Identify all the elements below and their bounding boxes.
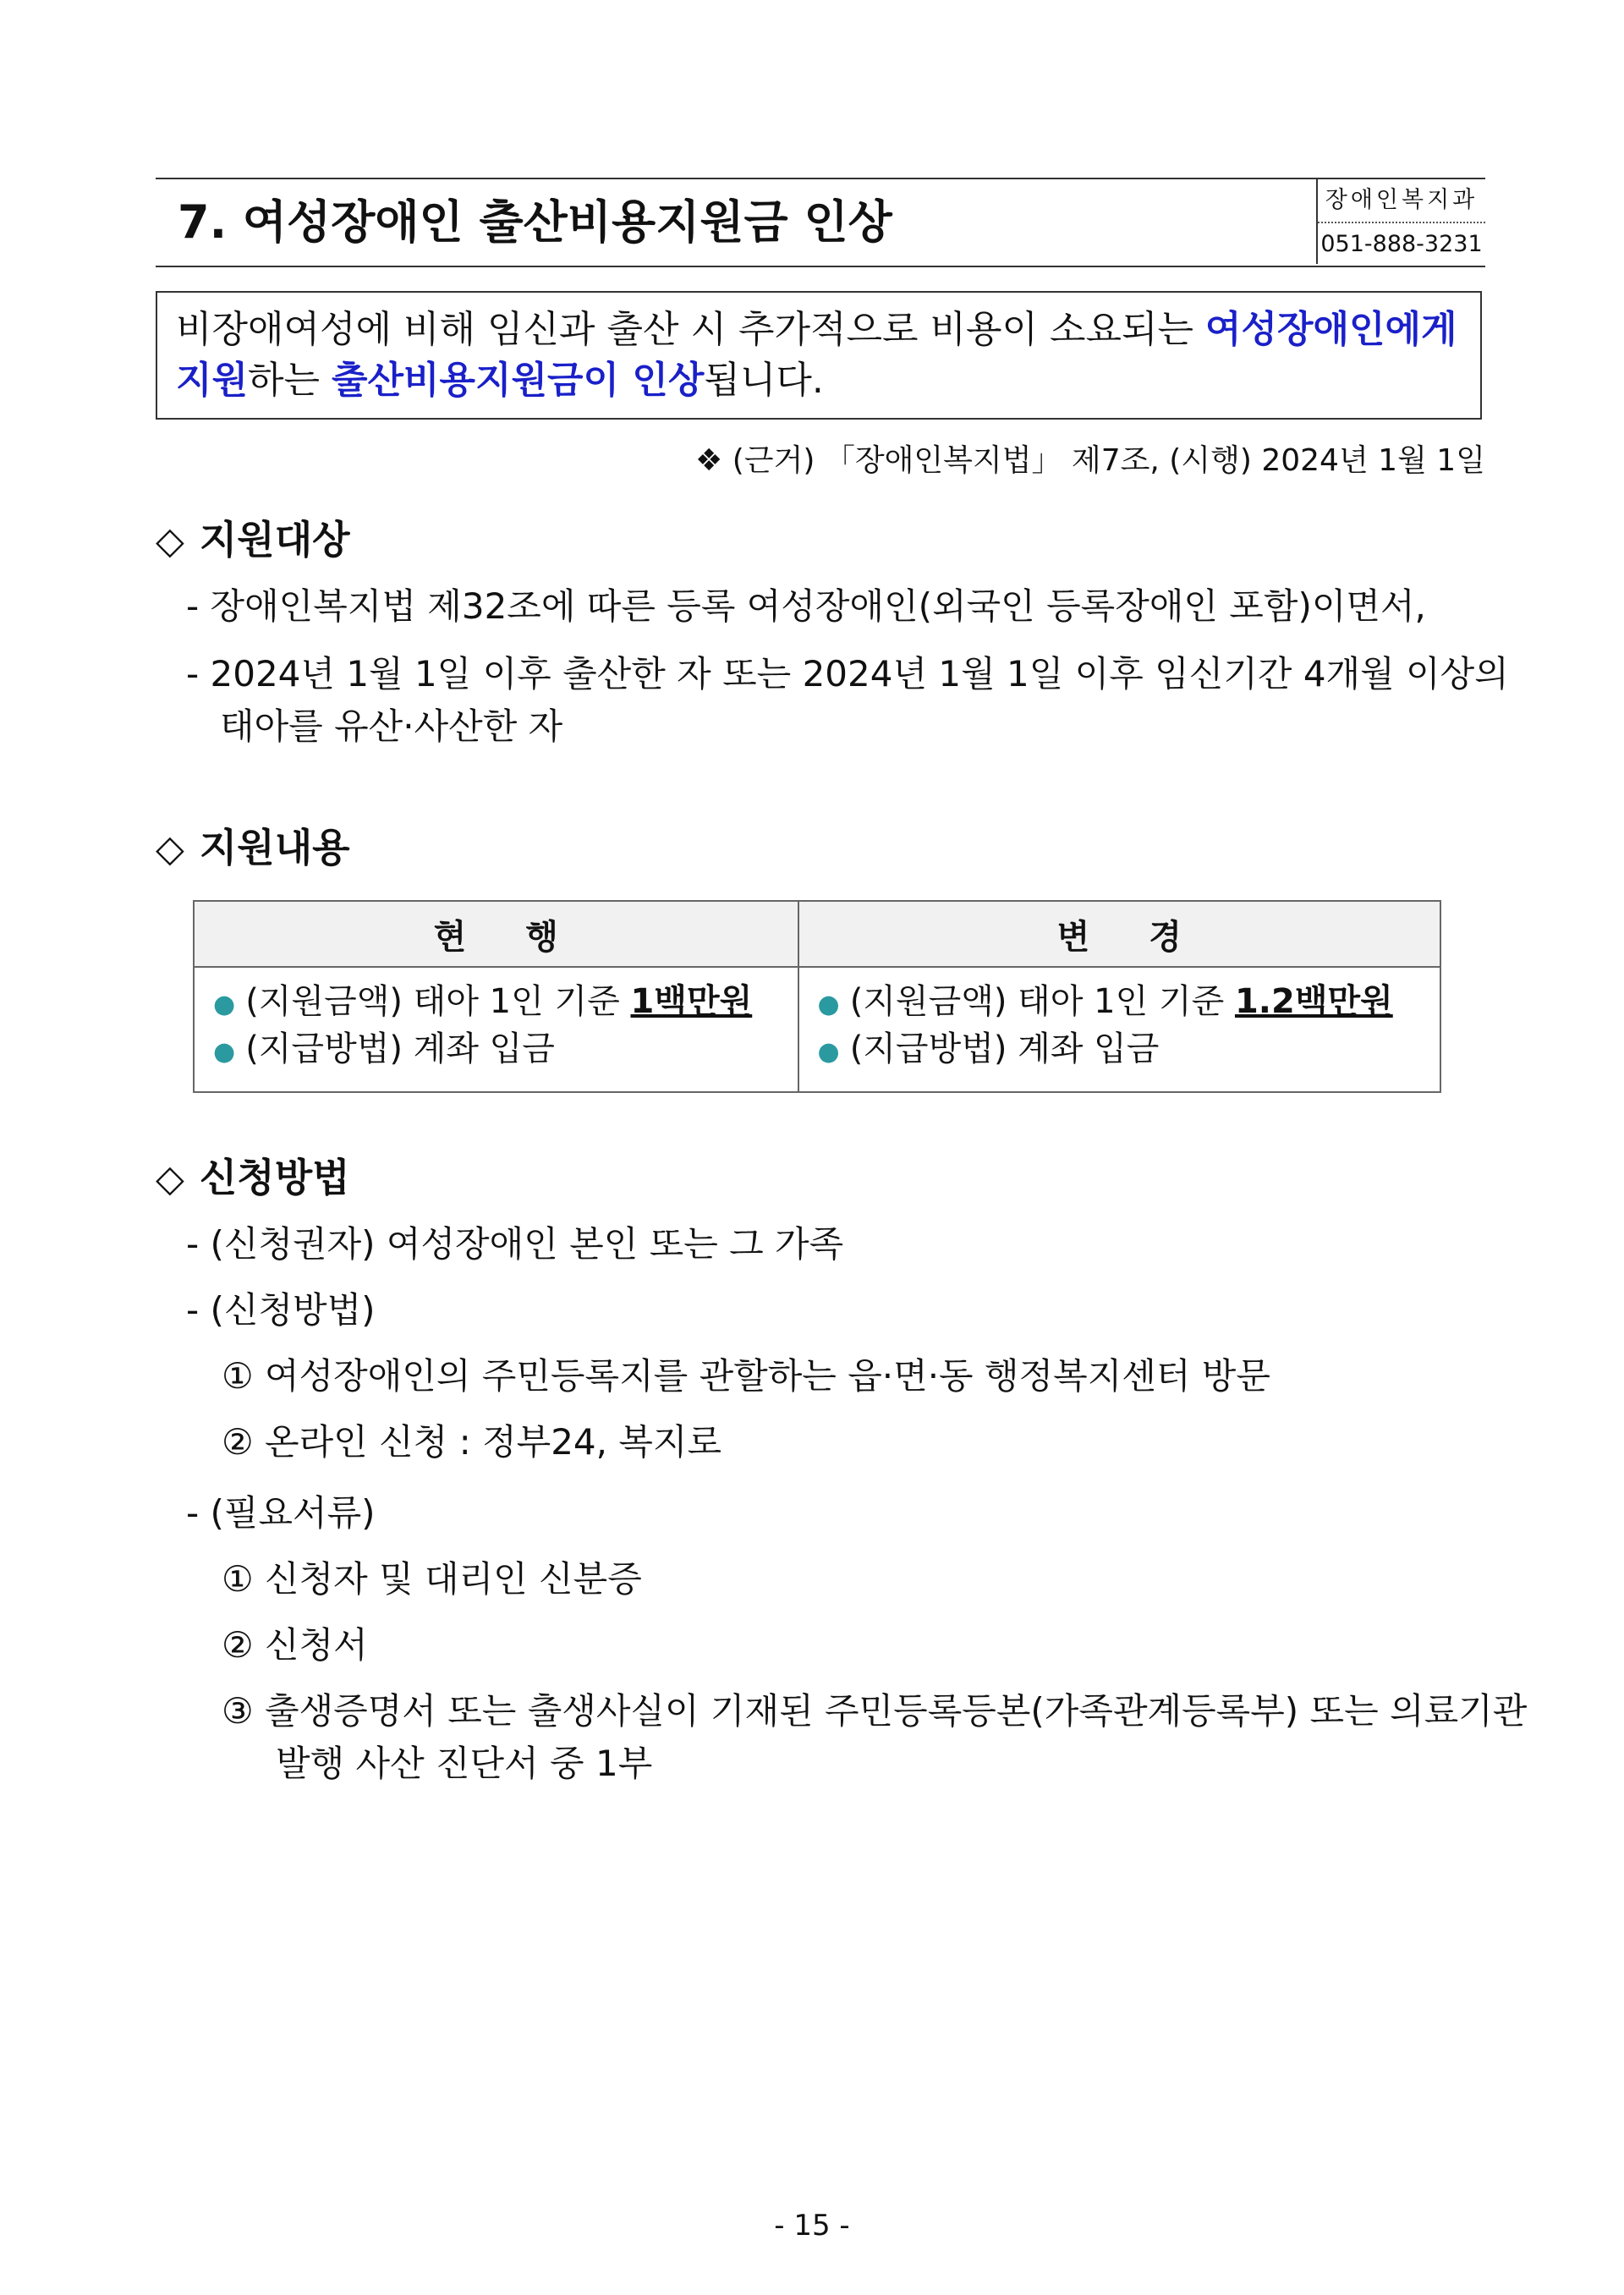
summary-box [156,291,1482,420]
department-name: 장애인복지과 [1318,179,1485,223]
apply-doc-1: ① 신청자 및 대리인 신분증 [222,1558,642,1600]
section-target-heading: ◇ 지원대상 [156,517,350,563]
department-box [1316,179,1485,264]
apply-method-1: ① 여성장애인의 주민등록지를 관할하는 읍·면·동 행정복지센터 방문 [222,1355,1270,1397]
apply-method-label: - (신청방법) [186,1289,376,1331]
bullet-icon: ● [213,1037,236,1067]
target-item-2: - 2024년 1월 1일 이후 출산한 자 또는 2024년 1월 1일 이후 임신기간 4개월 이상의 [186,653,1509,695]
col-header-current: 현행 [194,901,798,967]
bullet-icon: ● [817,1037,840,1067]
legal-basis-text: (근거) 「장애인복지법」 제7조, (시행) 2024년 1월 1일 [732,443,1485,478]
changed-amount: 1.2백만원 [1234,982,1393,1021]
apply-doc-3-cont: 발행 사산 진단서 중 1부 [276,1743,653,1784]
summary-highlight-1: 여성장애인에게 지원 [176,308,1457,402]
diamond-outline-icon: ◇ [156,519,184,563]
section-apply-heading: ◇ 신청방법 [156,1155,350,1200]
summary-text-3: 됩니다. [704,359,824,402]
bullet-icon: ● [213,990,236,1019]
apply-applicant: - (신청권자) 여성장애인 본인 또는 그 가족 [186,1223,844,1265]
apply-docs-label: - (필요서류) [186,1492,376,1534]
apply-doc-2: ② 신청서 [222,1624,368,1666]
bullet-icon: ● [817,990,840,1019]
diamond-outline-icon: ◇ [156,1157,184,1200]
target-item-1: - 장애인복지법 제32조에 따른 등록 여성장애인(외국인 등록장애인 포함)이면서, [186,585,1426,627]
col-header-changed: 변경 [798,901,1441,967]
page-number: - 15 - [774,2209,850,2243]
changed-cell: ● (지원금액) 태아 1인 기준 1.2백만원 ● (지급방법) 계좌 입금 [798,967,1441,1092]
page-title: 7. 여성장애인 출산비용지원금 인상 [178,195,892,249]
section-header [156,178,1485,267]
diamond-outline-icon: ◇ [156,827,184,870]
summary-text-2: 하는 [248,359,332,402]
summary-text-1: 비장애여성에 비해 임신과 출산 시 추가적으로 비용이 소요되는 [176,308,1205,351]
target-item-2-cont: 태아를 유산·사산한 자 [220,706,563,747]
apply-method-2: ② 온라인 신청 : 정부24, 복지로 [222,1421,722,1463]
department-phone: 051-888-3231 [1320,231,1483,257]
current-cell: ● (지원금액) 태아 1인 기준 1백만원 ● (지급방법) 계좌 입금 [194,967,798,1092]
current-amount: 1백만원 [630,982,753,1021]
legal-basis [695,436,1485,486]
comparison-table [193,900,1441,1093]
diamond-bullet-icon: ❖ [695,443,723,478]
apply-doc-3: ③ 출생증명서 또는 출생사실이 기재된 주민등록등본(가족관계등록부) 또는 의료기관 [222,1690,1528,1732]
summary-highlight-2: 출산비용지원금이 인상 [332,359,705,402]
section-content-heading: ◇ 지원내용 [156,825,350,870]
